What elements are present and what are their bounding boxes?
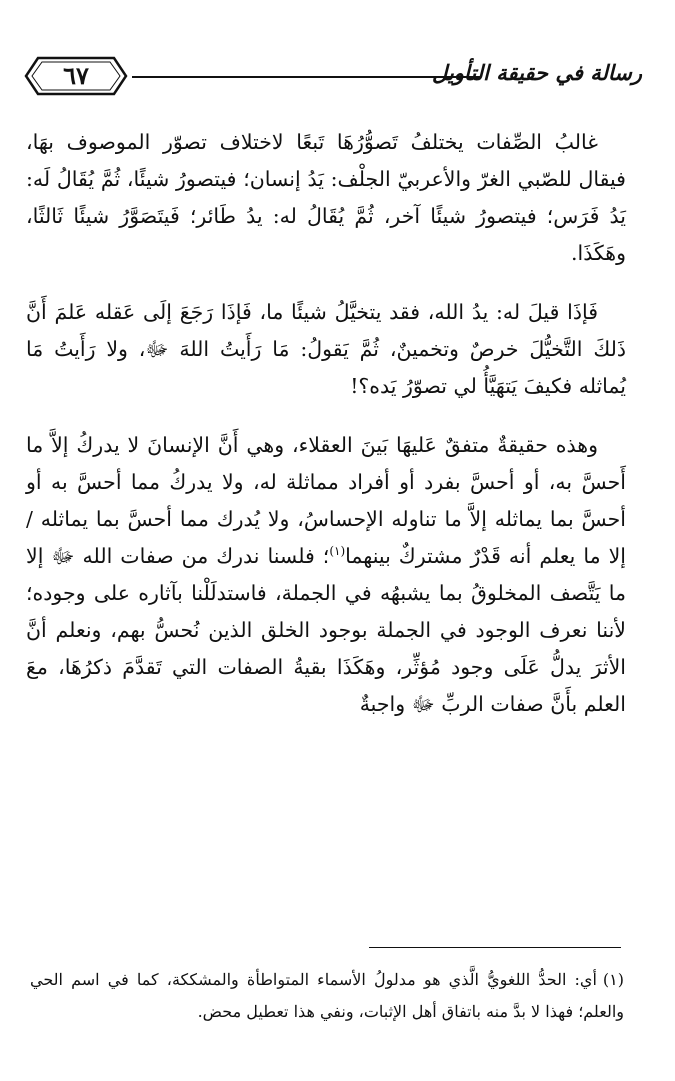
paragraph-3-continuation: ؛ فلسنا ندرك من صفات الله ﷻ إلا ما يَتَّصف المخلوقُ بما يشبهُه في الجملة، فاستدلَلْنا بآثاره على وجوده؛ لأننا نعرف الوجود في الجملة بوجود الخلق الذين نُحسُّ بهم، ونعلم أنَّ الأثرَ يدلُّ عَلَى وجود مُؤثِّر، وهَكَذَا بقيةُ الصفات التي تَقدَّمَ ذكرُهَا، معَ العلم بأَنَّ صفات الربِّ ﷻ واجبةٌ xyxy=(26,544,626,716)
footnote xyxy=(30,964,624,1028)
main-text xyxy=(26,124,626,745)
page-header xyxy=(18,52,650,104)
footnote-reference[interactable]: (١) xyxy=(329,544,346,559)
page-number: ٦٧ xyxy=(63,61,89,90)
paragraph-3 xyxy=(26,427,626,723)
paragraph-1: غالبُ الصِّفات يختلفُ تَصوُّرُهَا تَبعًا لاختلاف تصوّر الموصوف بهَا، فيقال للصّبي الغرّ والأعربيّ الجلْف: يَدُ إنسان؛ فيتصورُ شيئًا، ثُمَّ يُقَالُ لَه: يَدُ فَرَس؛ فيتصورُ شيئًا آخر، ثُمَّ يُقَالُ له: يدُ طَائر؛ فَيتَصَوَّرُ شيئًا ثَالثًا، وهَكَذَا. xyxy=(26,130,626,265)
footnote-divider xyxy=(369,947,621,948)
page-number-badge xyxy=(24,54,128,98)
header-rule xyxy=(132,76,480,78)
footnote-marker: (١) xyxy=(602,970,624,989)
paragraph-2: فَإذَا قيلَ له: يدُ الله، فقد يتخيَّلُ شيئًا ما، فَإذَا رَجَعَ إلَى عَقله عَلمَ أَنَّ ذَلكَ التَّخيُّلَ خرصٌ وتخمينٌ، ثُمَّ يَقولُ: مَا رَأَيتُ اللهَ ﷻ، ولا رَأَيتُ مَا يُماثله فكيفَ يَتهَيَّأُ لي تصوّرُ يَده؟! xyxy=(26,300,626,398)
paragraph-3-text: وهذه حقيقةٌ متفقٌ عَليهَا بَينَ العقلاء، وهي أَنَّ الإنسانَ لا يدركُ إلاَّ ما أَحسَّ به، أو أحسَّ بفرد أو أفراد مماثلة له، ولا يدركُ مما أحسَّ به أو أحسَّ بما يماثله إلاَّ ما تناوله الإحساسُ، ولا يُدرك مما أحسَّ بما يماثله / إلا ما يعلم أنه قَدْرٌ مشتركٌ بينهما xyxy=(26,433,626,568)
footnote-text: أي: الحدُّ اللغويُّ الَّذي هو مدلولُ الأسماء المتواطأة والمشككة، كما في اسم الحي والعلم؛ فهذا لا بدَّ منه باتفاق أهل الإثبات، ونفي هذا تعطيل محض. xyxy=(30,970,624,1021)
running-title: رسالة في حقيقة التأويل xyxy=(432,60,642,85)
